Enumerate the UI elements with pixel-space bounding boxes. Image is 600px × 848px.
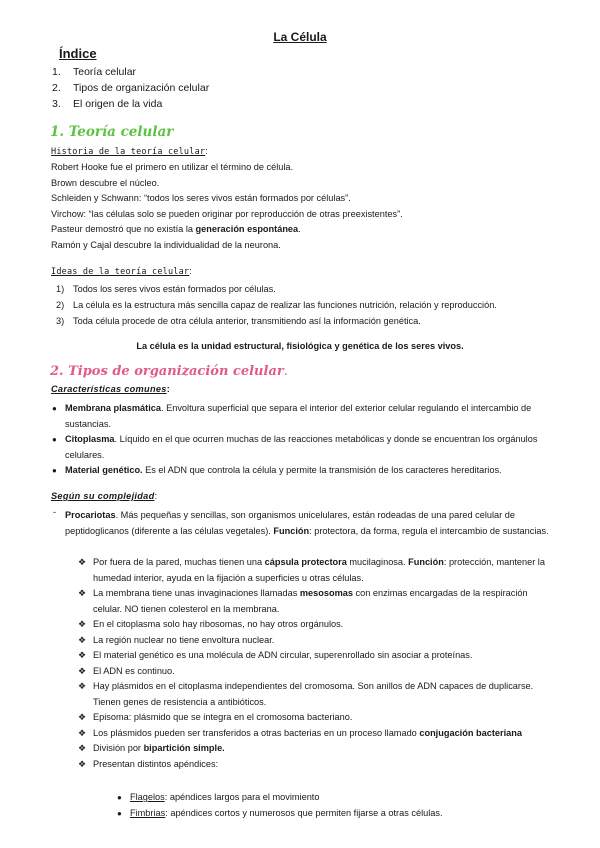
list-item: ● Material genético. Es el ADN que controla la célula y permite la transmisión de los caracteres hereditarios.: [51, 463, 551, 479]
bullet-icon: ●: [52, 404, 57, 413]
historia-line: Robert Hooke fue el primero en utilizar el término de célula.: [51, 162, 294, 172]
historia-line: Virchow: “las células solo se pueden originar por reproducción de otras preexistentes”.: [51, 208, 403, 219]
list-item: ❖ Presentan distintos apéndices:: [78, 757, 548, 773]
list-item: 1) Todos los seres vivos están formados por células.: [56, 284, 276, 294]
bullet-icon: ●: [52, 435, 57, 444]
historia-list: [51, 160, 403, 253]
list-item: 2) La célula es la estructura más sencilla capaz de realizar las funciones nutrición, relación y reproducción.: [56, 300, 497, 310]
diamond-bullet-icon: ❖: [78, 681, 87, 691]
historia-line: Ramón y Cajal descubre la individualidad de la neurona.: [51, 239, 281, 250]
diamond-bullet-icon: ❖: [78, 758, 87, 769]
ideas-list: [56, 281, 497, 329]
section-heading-tipos-organizacion: 2. Tipos de organización celular.: [50, 364, 288, 379]
historia-subheading: Historia de la teoría celular:: [51, 146, 209, 157]
bullet-icon: ●: [117, 808, 122, 818]
ideas-subheading: Ideas de la teoría celular:: [51, 266, 193, 277]
diamond-bullet-icon: ❖: [78, 727, 87, 738]
list-item: ❖ El ADN es continuo.: [78, 664, 548, 680]
list-item: ❖ Por fuera de la pared, muchas tienen una cápsula protectora mucilaginosa. Función: protección, mantener la humedad interior, ayuda en la fijación a superficies u otras células.: [78, 557, 545, 583]
list-item: ❖ Hay plásmidos en el citoplasma independientes del cromosoma. Son anillos de ADN capaces de duplicarse. Tienen genes de resistencia a antibióticos.: [78, 681, 534, 707]
list-item: ❖ División por bipartición simple.: [78, 741, 548, 757]
historia-line: Brown descubre el núcleo.: [51, 177, 160, 188]
list-item: ❖ Los plásmidos pueden ser transferidos a otras bacterias en un proceso llamado conjugación bacteriana: [78, 726, 548, 742]
summary-statement: La célula es la unidad estructural, fisiológica y genética de los seres vivos.: [136, 341, 464, 351]
list-item: ❖ Episoma: plásmido que se integra en el cromosoma bacteriano.: [78, 710, 548, 726]
list-item: ❖ La membrana tiene unas invaginaciones llamadas mesosomas con enzimas encargadas de la respiración celular. NO tienen colesterol en la membrana.: [78, 588, 528, 614]
diamond-bullet-icon: ❖: [78, 588, 87, 598]
list-item: ● Fimbrias: apéndices cortos y numerosos que permiten fijarse a otras células.: [116, 806, 546, 822]
complejidad-subheading: Según su complejidad:: [51, 491, 158, 501]
index-item: 2. Tipos de organización celular: [52, 82, 210, 94]
diamond-bullet-icon: ❖: [78, 557, 87, 567]
caracteristicas-list: [51, 401, 551, 479]
procariotas-detalles-list: [78, 555, 548, 772]
index-item: 1. Teoría celular: [52, 66, 137, 78]
list-item: ❖ La región nuclear no tiene envoltura nuclear.: [78, 633, 548, 649]
list-item: ● Membrana plasmática. Envoltura superficial que separa el interior del exterior celular regulando el intercambio de sustancias.: [52, 403, 532, 429]
list-item: ● Flagelos: apéndices largos para el movimiento: [116, 790, 546, 806]
historia-line: Pasteur demostró que no existía la generación espontánea.: [51, 224, 301, 234]
list-item: 3) Toda célula procede de otra célula anterior, transmitiendo así la información genética.: [56, 316, 421, 326]
dash-bullet-icon: -: [53, 507, 57, 517]
diamond-bullet-icon: ❖: [78, 743, 87, 753]
bullet-icon: ●: [117, 793, 122, 802]
procariotas-item: - Procariotas. Más pequeñas y sencillas, son organismos unicelulares, están rodeadas de una pared celular de peptidoglicanos (diferente a las células vegetales). Función: protectora, da forma, regula el intercambio de sustancias.: [53, 507, 549, 536]
section-heading-teoria-celular: 1. Teoría celular: [50, 124, 174, 140]
historia-line: Schleiden y Schwann: “todos los seres vivos están formados por células”.: [51, 193, 351, 203]
diamond-bullet-icon: ❖: [78, 634, 87, 645]
index-item: 3. El origen de la vida: [52, 98, 163, 110]
diamond-bullet-icon: ❖: [78, 665, 87, 676]
index-heading: Índice: [59, 46, 97, 61]
list-item: ❖ En el citoplasma solo hay ribosomas, no hay otros orgánulos.: [78, 617, 548, 633]
apendices-list: [116, 790, 546, 821]
diamond-bullet-icon: ❖: [78, 712, 87, 722]
list-item: ❖ El material genético es una molécula de ADN circular, superenrollado sin asociar a proteínas.: [78, 648, 548, 664]
diamond-bullet-icon: ❖: [78, 650, 87, 660]
list-item: ● Citoplasma. Líquido en el que ocurren muchas de las reacciones metabólicas y donde se encuentran los orgánulos celulares.: [52, 434, 538, 460]
index-list: [52, 64, 209, 112]
bullet-icon: ●: [52, 466, 57, 475]
diamond-bullet-icon: ❖: [78, 619, 87, 629]
caracteristicas-subheading: Características comunes:: [51, 384, 171, 394]
page-title: La Célula: [273, 30, 327, 44]
